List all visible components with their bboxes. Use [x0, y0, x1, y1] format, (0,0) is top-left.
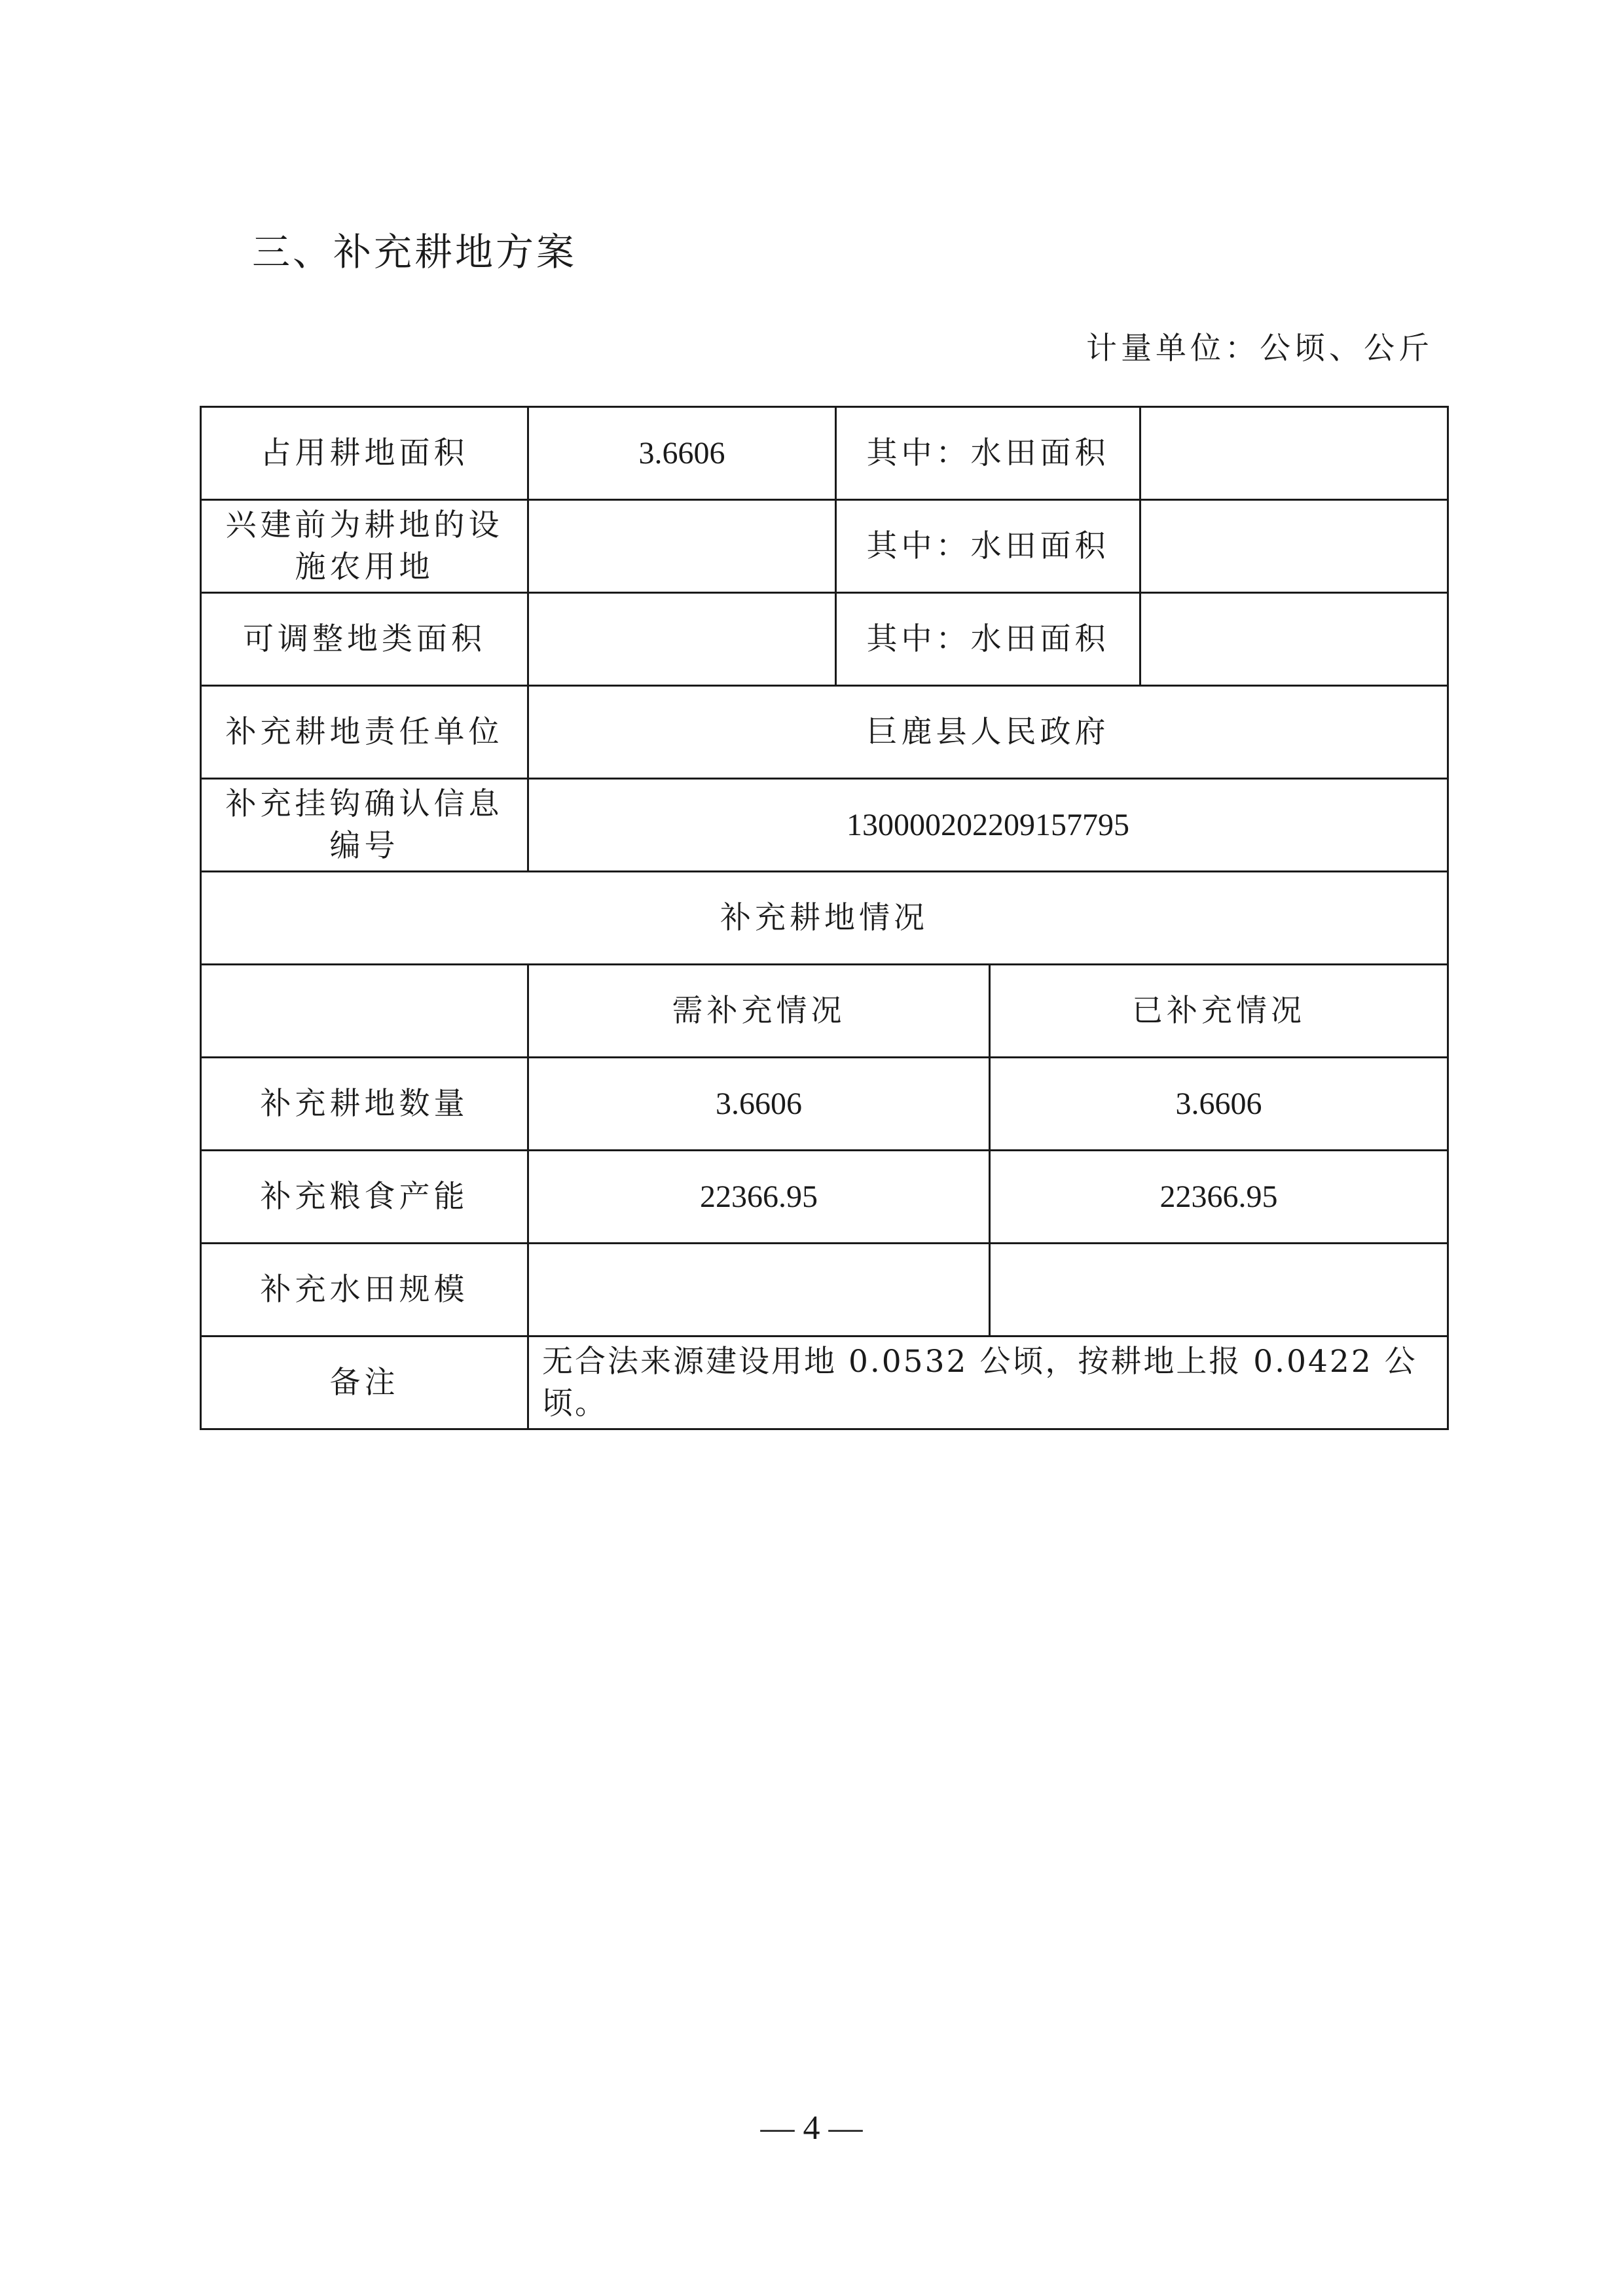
adjustable-paddy-value: [1140, 593, 1448, 686]
table-row: [201, 965, 1448, 1058]
facility-value: [528, 500, 836, 593]
table-row: [201, 1151, 1448, 1244]
completed-value: 3.6606: [990, 1058, 1448, 1151]
adjustable-label: 可调整地类面积: [201, 593, 528, 686]
required-value: [528, 1244, 990, 1336]
facility-paddy-value: [1140, 500, 1448, 593]
row-label: 补充水田规模: [201, 1244, 528, 1336]
remark-label: 备注: [201, 1336, 528, 1429]
table-row: [201, 872, 1448, 965]
occupied-value: 3.6606: [528, 407, 836, 500]
required-value: 3.6606: [528, 1058, 990, 1151]
table-row: [201, 500, 1448, 593]
table-row: [201, 686, 1448, 779]
row-label: 补充耕地数量: [201, 1058, 528, 1151]
blank-header-cell: [201, 965, 528, 1058]
responsible-value: 巨鹿县人民政府: [528, 686, 1448, 779]
adjustable-value: [528, 593, 836, 686]
occupied-paddy-label: 其中：水田面积: [836, 407, 1140, 500]
adjustable-paddy-label: 其中：水田面积: [836, 593, 1140, 686]
situation-header: 补充耕地情况: [201, 872, 1448, 965]
completed-value: [990, 1244, 1448, 1336]
table-row: [201, 1336, 1448, 1429]
occupied-label: 占用耕地面积: [201, 407, 528, 500]
table-row: [201, 407, 1448, 500]
confirm-value: 130000202209157795: [528, 779, 1448, 872]
facility-label: 兴建前为耕地的设施农用地: [201, 500, 528, 593]
unit-note: 计量单位：公顷、公斤: [1086, 331, 1433, 367]
remark-value: 无合法来源建设用地 0.0532 公顷，按耕地上报 0.0422 公顷。: [528, 1336, 1448, 1429]
supplementary-farmland-table: [200, 406, 1449, 1430]
section-title: 三、补充耕地方案: [252, 230, 577, 274]
page-number: — 4 —: [760, 2109, 863, 2147]
completed-value: 22366.95: [990, 1151, 1448, 1244]
table-row: [201, 1244, 1448, 1336]
row-label: 补充粮食产能: [201, 1151, 528, 1244]
table-row: [201, 1058, 1448, 1151]
required-header: 需补充情况: [528, 965, 990, 1058]
required-value: 22366.95: [528, 1151, 990, 1244]
facility-paddy-label: 其中：水田面积: [836, 500, 1140, 593]
table-row: [201, 593, 1448, 686]
table-row: [201, 779, 1448, 872]
occupied-paddy-value: [1140, 407, 1448, 500]
responsible-label: 补充耕地责任单位: [201, 686, 528, 779]
confirm-label: 补充挂钩确认信息编号: [201, 779, 528, 872]
completed-header: 已补充情况: [990, 965, 1448, 1058]
